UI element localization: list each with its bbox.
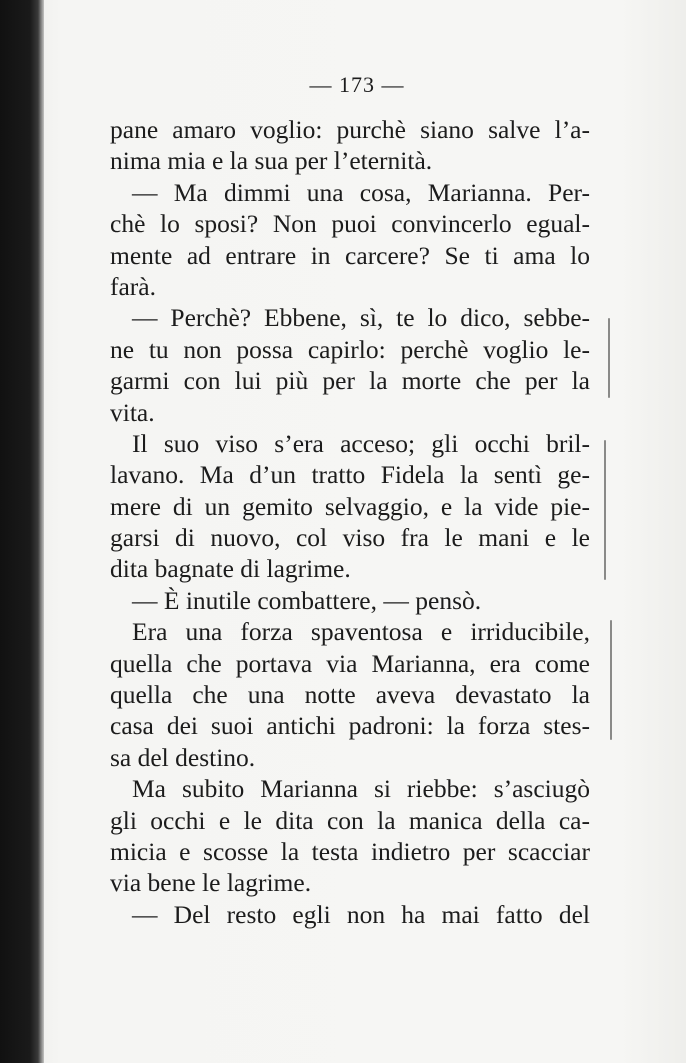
text-line: vita.	[110, 397, 155, 427]
text-line: nima mia e la sua per l’eternità.	[110, 146, 433, 176]
text-line: mente ad entrare in carcere? Se ti ama lo	[110, 240, 590, 270]
text-line: — Del resto egli non ha mai fatto del	[132, 899, 590, 929]
margin-pencil-mark	[608, 318, 610, 398]
margin-pencil-mark	[610, 620, 612, 740]
text-line: gli occhi e le dita con la manica della ca-	[110, 805, 590, 835]
text-line: quella che una notte aveva devastato la	[110, 680, 590, 710]
text-line: pane amaro voglio: purchè siano salve l’a-	[110, 115, 590, 144]
text-line: — Perchè? Ebbene, sì, te lo dico, sebbe-	[132, 303, 590, 333]
text-line: Era una forza spaventosa e irriducibile,	[132, 617, 590, 647]
text-line: lavano. Ma d’un tratto Fidela la sentì ge-	[110, 460, 590, 490]
text-line: ne tu non possa capirlo: perchè voglio le-	[110, 334, 590, 364]
text-line: dita bagnate di lagrime.	[110, 554, 351, 584]
book-binding-edge	[0, 0, 44, 1063]
text-line: via bene le lagrime.	[110, 868, 312, 898]
text-line: Il suo viso s’era acceso; gli occhi bril-	[132, 428, 590, 458]
text-line: Ma subito Marianna si riebbe: s’asciugò	[132, 774, 590, 804]
text-line: farà.	[110, 271, 156, 301]
text-line: — Ma dimmi una cosa, Marianna. Per-	[132, 177, 590, 207]
text-line: garsi di nuovo, col viso fra le mani e le	[110, 523, 590, 553]
text-line: — È inutile combattere, — pensò.	[132, 585, 482, 615]
text-line: micia e scosse la testa indietro per scacciar	[110, 836, 590, 866]
text-line: chè lo sposi? Non puoi convincerlo egual-	[110, 209, 590, 239]
text-line: sa del destino.	[110, 742, 256, 772]
text-line: garmi con lui più per la morte che per la	[110, 366, 590, 396]
text-line: mere di un gemito selvaggio, e la vide pie-	[110, 491, 590, 521]
text-line: quella che portava via Marianna, era come	[110, 648, 590, 678]
body-text	[110, 114, 590, 930]
page-number: — 173 —	[309, 72, 405, 97]
text-line: casa dei suoi antichi padroni: la forza stes-	[110, 711, 590, 741]
margin-pencil-mark	[604, 440, 606, 580]
